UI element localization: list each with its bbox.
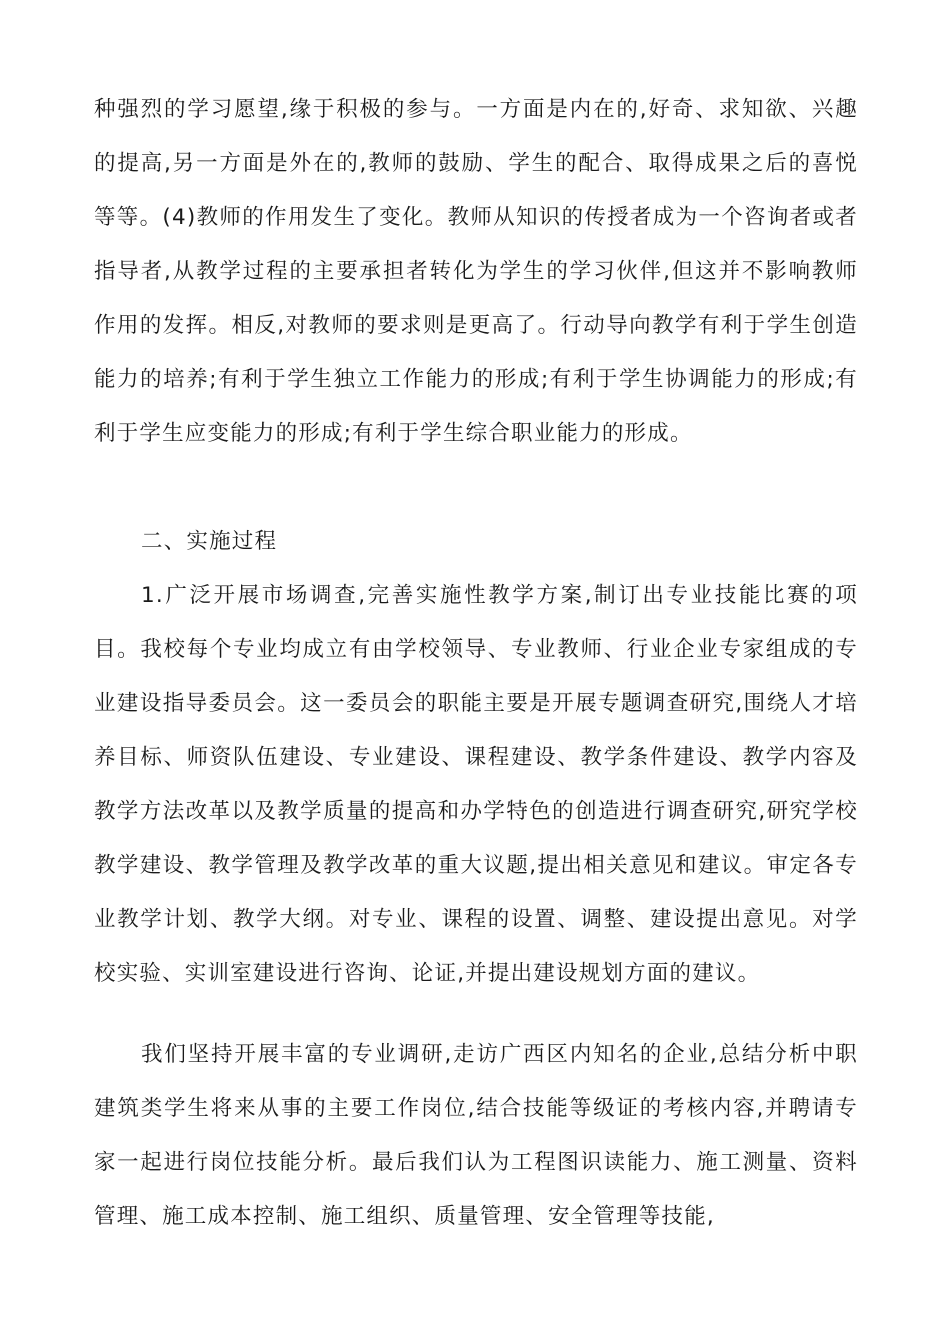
paragraph-implementation-1 bbox=[94, 569, 858, 1001]
paragraph-research bbox=[94, 1028, 858, 1244]
section-heading: 二、实施过程 bbox=[141, 529, 278, 554]
body-paragraph: 种强烈的学习愿望,缘于积极的参与。一方面是内在的,好奇、求知欲、兴趣的提高,另一方面是外在的,教师的鼓励、学生的配合、取得成果之后的喜悦等等。(4)教师的作用发生了变化。教师从知识的传授者成为一个咨询者或者指导者,从教学过程的主要承担者转化为学生的学习伙伴,但这并不影响教师作用的发挥。相反,对教师的要求则是更高了。行动导向教学有利于学生创造能力的培养;有利于学生独立工作能力的形成;有利于学生协调能力的形成;有利于学生应变能力的形成;有利于学生综合职业能力的形成。 bbox=[94, 97, 858, 446]
section-heading-block bbox=[94, 515, 858, 569]
body-paragraph: 1.广泛开展市场调查,完善实施性教学方案,制订出专业技能比赛的项目。我校每个专业均成立有由学校领导、专业教师、行业企业专家组成的专业建设指导委员会。这一委员会的职能主要是开展专题调查研究,围绕人才培养目标、师资队伍建设、专业建设、课程建设、教学条件建设、教学内容及教学方法改革以及教学质量的提高和办学特色的创造进行调查研究,研究学校教学建设、教学管理及教学改革的重大议题,提出相关意见和建议。审定各专业教学计划、教学大纲。对专业、课程的设置、调整、建设提出意见。对学校实验、实训室建设进行咨询、论证,并提出建设规划方面的建议。 bbox=[94, 583, 858, 986]
body-paragraph: 我们坚持开展丰富的专业调研,走访广西区内知名的企业,总结分析中职建筑类学生将来从事的主要工作岗位,结合技能等级证的考核内容,并聘请专家一起进行岗位技能分析。最后我们认为工程图识读能力、施工测量、资料管理、施工成本控制、施工组织、质量管理、安全管理等技能, bbox=[94, 1042, 858, 1229]
paragraph-continued bbox=[94, 83, 858, 461]
